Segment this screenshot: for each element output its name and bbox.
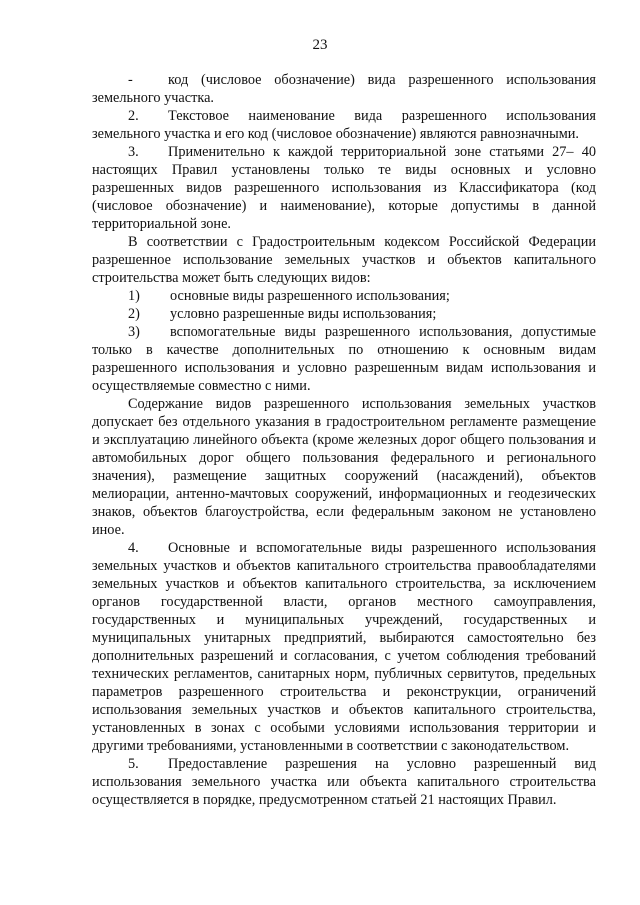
list-marker: 2) xyxy=(128,306,140,322)
paragraph-text: Текстовое наименование вида разрешенного использования земельного участка и его код (числовое обозначение) являются равнозначными. xyxy=(92,108,596,142)
list-item-1 xyxy=(92,287,596,305)
list-marker: 4. xyxy=(128,540,139,556)
paragraph-item-2 xyxy=(92,107,596,143)
paragraph-text: Основные и вспомогательные виды разрешенного использования земельных участков и объектов капитального строительства правообладателями земельных участков и объектов капитального строительства, за исключением органов государственной власти, органов местного самоуправления, государственных и муниципальных учреждений, государственных и муниципальных унитарных предприятий, выбираются самостоятельно без дополнительных разрешений и согласования, с учетом соблюдения требований технических регламентов, санитарных норм, публичных сервитутов, предельных параметров разрешенного строительства и реконструкции, ограничений использования земельных участков и объектов капитального строительства, установленных в зонах с особыми условиями использования территории и другими требованиями, установленными в соответствии с законодательством. xyxy=(92,540,596,754)
list-item-3 xyxy=(92,323,596,395)
list-marker: 1) xyxy=(128,288,140,304)
paragraph-text: Предоставление разрешения на условно разрешенный вид использования земельного участка или объекта капитального строительства осуществляется в порядке, предусмотренном статьей 21 настоящих Правил. xyxy=(92,756,596,808)
list-marker: 3) xyxy=(128,324,140,340)
list-item-2 xyxy=(92,305,596,323)
paragraph-dash-item xyxy=(92,71,596,107)
paragraph-text: Применительно к каждой территориальной зоне статьями 27– 40 настоящих Правил установлены только те виды основных и условно разрешенных видов разрешенного использования из Классификатора (код (числовое обозначение) и наименование), которые допустимы в данной территориальной зоне. xyxy=(92,144,596,232)
paragraph-text: вспомогательные виды разрешенного использования, допустимые только в качестве дополнительных по отношению к основным видам разрешенного использования и условно разрешенным видам использования и осуществляемые совместно с ними. xyxy=(92,324,596,394)
paragraph-item-5 xyxy=(92,755,596,809)
document-body xyxy=(92,71,596,809)
paragraph-permitted-use-intro xyxy=(92,233,596,287)
list-marker: - xyxy=(128,72,133,88)
list-marker: 2. xyxy=(128,108,139,124)
paragraph-text: код (числовое обозначение) вида разрешенного использования земельного участка. xyxy=(92,72,596,106)
list-marker: 3. xyxy=(128,144,139,160)
paragraph-linear-objects xyxy=(92,395,596,539)
page-number: 23 xyxy=(312,37,328,53)
paragraph-text: В соответствии с Градостроительным кодексом Российской Федерации разрешенное использование земельных участков и объектов капитального строительства может быть следующих видов: xyxy=(92,234,596,286)
paragraph-item-3 xyxy=(92,143,596,233)
paragraph-text: условно разрешенные виды использования; xyxy=(170,306,437,322)
list-marker: 5. xyxy=(128,756,139,772)
paragraph-item-4 xyxy=(92,539,596,755)
paragraph-text: Содержание видов разрешенного использования земельных участков допускает без отдельного указания в градостроительном регламенте размещение и эксплуатацию линейного объекта (кроме железных дорог общего пользования и автомобильных дорог общего пользования федерального и регионального значения), размещение защитных сооружений (насаждений), объектов мелиорации, антенно-мачтовых сооружений, информационных и геодезических знаков, объектов благоустройства, если федеральным законом не установлено иное. xyxy=(92,396,596,538)
paragraph-text: основные виды разрешенного использования; xyxy=(170,288,450,304)
